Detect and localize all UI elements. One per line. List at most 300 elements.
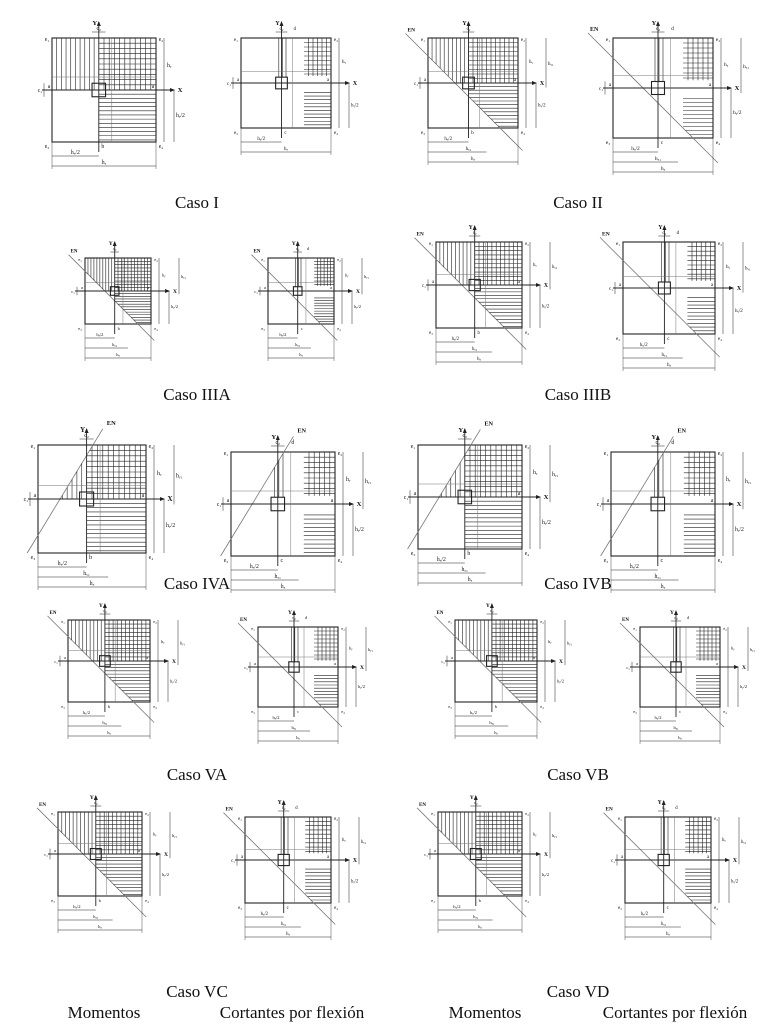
hx1-label: hₓ₁ [295, 342, 301, 347]
hy-half-label: hᵧ/2 [538, 103, 546, 109]
footing-panel [597, 427, 752, 593]
hx-label: hₓ [494, 730, 498, 735]
c1-label: c₁ [231, 859, 235, 864]
horizontal-hatch [492, 664, 537, 700]
point-label-a: a [513, 78, 517, 83]
c1-label: c₁ [424, 852, 428, 857]
point-label-b: c [660, 140, 664, 146]
y-axis-label: Y [469, 795, 474, 801]
vertical-hatch [275, 452, 283, 497]
hy-label: hᵧ [533, 263, 537, 269]
neutral-axis-label: EN [49, 610, 57, 616]
corner-label-e1: e₁ [251, 626, 255, 631]
footing-panel [404, 420, 559, 586]
point-label-a: a [334, 661, 336, 666]
y-axis-label: Y [458, 427, 464, 434]
corner-label-e3: e₃ [633, 709, 637, 714]
hy1-label: hᵧ₁ [176, 473, 183, 480]
grid-hatch [684, 452, 715, 496]
corner-label-e2: e₂ [718, 241, 722, 247]
hx-label: hₓ [660, 584, 666, 590]
y-axis-label: Y [271, 434, 277, 441]
hy-label: hᵧ [726, 263, 730, 270]
hx-half-label: hₓ/2 [257, 137, 266, 142]
corner-label-e1: e₁ [238, 817, 242, 822]
hx-label: hₓ [101, 160, 107, 166]
grid-hatch [304, 38, 331, 76]
x-axis-label: X [167, 495, 173, 503]
hy-half-label: hᵧ/2 [735, 527, 744, 534]
hx-half-label: hₓ/2 [469, 710, 477, 715]
caption-caso-ivb: Caso IVB [544, 574, 612, 593]
hx1-label: hₓ₁ [102, 720, 108, 725]
column-header-cortantes-left: Cortantes por flexión [219, 1003, 365, 1022]
corner-label-e2: e₂ [341, 626, 345, 631]
vertical-hatch [655, 452, 663, 497]
point-label-b: b [494, 704, 498, 709]
hy1-label: hᵧ₁ [567, 640, 573, 646]
c2-label: c₂ [84, 433, 89, 439]
point-label-b: b [107, 704, 111, 709]
point-label-a: a [240, 855, 244, 860]
hy-label: hᵧ [722, 838, 726, 844]
c2-label: c₂ [295, 246, 300, 251]
horizontal-hatch [696, 675, 720, 704]
corner-label-e1: e₁ [261, 257, 265, 262]
point-label-b: b [117, 326, 120, 331]
point-label-a: a [710, 282, 714, 288]
hy-label: hᵧ [167, 63, 172, 70]
hy1-label: hᵧ₁ [364, 273, 370, 279]
y-axis-label: Y [288, 610, 292, 616]
hx-half-label: hₓ/2 [436, 557, 446, 563]
y-arrow-icon [282, 800, 286, 805]
c1-label: c₁ [414, 82, 418, 87]
x-axis-label: X [543, 283, 549, 289]
hy-half-label: hᵧ/2 [740, 683, 747, 689]
footing-panel [620, 610, 755, 744]
corner-label-e2: e₂ [521, 38, 525, 43]
corner-label-e2: e₂ [525, 242, 529, 247]
hy-half-label: hᵧ/2 [171, 304, 178, 310]
c2-label: c₂ [490, 608, 494, 613]
neutral-axis-label: EN [416, 231, 424, 238]
corner-label-e3: e₃ [78, 326, 82, 331]
hx-label: hₓ [107, 730, 111, 735]
x-axis-label: X [736, 286, 742, 292]
horizontal-hatch [314, 675, 338, 704]
hx-half-label: hₓ/2 [279, 332, 287, 337]
d-label: d [295, 806, 298, 811]
corner-label-e2: e₂ [540, 619, 544, 624]
point-label-a: a [141, 493, 145, 499]
y-axis-label: Y [485, 603, 490, 609]
neutral-axis-label: EN [605, 806, 613, 813]
corner-label-e4: e₄ [154, 326, 158, 331]
c1-label: c₁ [403, 495, 409, 501]
corner-label-e4: e₄ [714, 906, 718, 911]
hx1-label: hₓ₁ [654, 156, 662, 162]
d-label: d [304, 615, 308, 620]
point-label-a: a [264, 285, 266, 290]
corner-label-e4: e₄ [715, 140, 721, 146]
hy-half-label: hᵧ/2 [351, 103, 359, 109]
hx-half-label: hₓ/2 [57, 561, 67, 567]
x-axis-label: X [734, 85, 740, 92]
corner-label-e3: e₃ [431, 898, 435, 903]
hx-label: hₓ [467, 577, 473, 583]
x-axis-label: X [736, 501, 742, 508]
hx-half-label: hₓ/2 [82, 710, 90, 715]
corner-label-e3: e₃ [61, 704, 65, 709]
c1-label: c₁ [611, 859, 615, 864]
hx-label: hₓ [666, 932, 670, 937]
caption-caso-vd: Caso VD [546, 982, 610, 1001]
corner-label-e2: e₂ [153, 619, 157, 624]
vertical-hatch [655, 38, 663, 82]
point-label-a: a [254, 661, 256, 666]
horizontal-hatch [683, 99, 713, 135]
c2-label: c₂ [103, 608, 107, 613]
point-label-a: a [533, 655, 535, 660]
neutral-axis-label: EN [419, 801, 427, 808]
hy1-label: hᵧ₁ [365, 479, 372, 486]
y-arrow-icon [473, 225, 477, 230]
horizontal-hatch [314, 298, 334, 322]
hx1-label: hₓ₁ [489, 720, 495, 725]
hx-label: hₓ [284, 147, 288, 152]
neutral-axis-label: EN [677, 427, 687, 435]
c2-label: c₂ [662, 230, 667, 236]
hy-half-label: hᵧ/2 [355, 527, 364, 534]
horizontal-hatch [115, 294, 151, 323]
hy1-label: hᵧ₁ [552, 472, 559, 479]
corner-label-e2: e₂ [714, 817, 718, 822]
point-label-a: a [146, 655, 148, 660]
corner-label-e3: e₃ [421, 131, 425, 136]
point-label-b: b [467, 551, 471, 557]
y-axis-label: Y [80, 426, 86, 434]
hy-label: hᵧ [349, 645, 353, 651]
c1-label: c₁ [598, 86, 604, 92]
c2-label: c₂ [674, 615, 678, 620]
hy1-label: hᵧ₁ [741, 839, 747, 845]
d-label: d [291, 440, 295, 446]
neutral-axis-label: EN [70, 249, 78, 255]
hx-label: hₓ [678, 735, 682, 740]
corner-label-e1: e₁ [616, 241, 620, 247]
c2-label: c₂ [281, 806, 286, 811]
corner-label-e1: e₁ [448, 619, 452, 624]
hy-label: hᵧ [346, 477, 351, 484]
hx-half-label: hₓ/2 [631, 146, 640, 152]
corner-label-e1: e₁ [605, 37, 611, 43]
y-axis-label: Y [658, 225, 663, 231]
hx1-label: hₓ₁ [465, 147, 472, 152]
y-axis-label: Y [657, 800, 662, 806]
horizontal-hatch [687, 298, 715, 331]
y-axis-label: Y [89, 795, 94, 801]
c2-label: c₂ [462, 433, 468, 439]
hy-half-label: hᵧ/2 [733, 110, 742, 116]
x-axis-label: X [173, 289, 177, 295]
hx-half-label: hₓ/2 [260, 912, 269, 917]
c2-label: c₂ [279, 27, 284, 32]
hx-half-label: hₓ/2 [73, 904, 81, 909]
point-label-b: c [284, 131, 287, 136]
point-label-a: a [620, 855, 624, 860]
c2-label: c₂ [655, 440, 661, 446]
corner-label-e3: e₃ [51, 898, 55, 903]
point-label-a: a [517, 491, 521, 497]
hy-label: hᵧ [731, 645, 735, 651]
hx1-label: hₓ₁ [93, 914, 99, 919]
point-label-a: a [330, 498, 334, 504]
x-axis-label: X [163, 852, 169, 858]
point-label-a: a [47, 84, 51, 90]
c1-label: c₁ [254, 289, 258, 294]
corner-label-e3: e₃ [234, 131, 238, 136]
hx-half-label: hₓ/2 [249, 564, 259, 570]
hy-label: hᵧ [548, 638, 552, 644]
corner-label-e1: e₁ [44, 37, 50, 43]
hy1-label: hᵧ₁ [181, 273, 187, 279]
corner-label-e1: e₁ [421, 38, 425, 43]
d-label: d [306, 246, 310, 251]
point-label-b: b [471, 131, 474, 136]
point-label-a: a [636, 661, 638, 666]
hx-half-label: hₓ/2 [70, 150, 80, 156]
point-label-a: a [53, 848, 57, 853]
hy-half-label: hᵧ/2 [557, 678, 564, 684]
c1-label: c₁ [244, 665, 248, 670]
vertical-hatch [423, 445, 460, 497]
point-label-a: a [326, 855, 330, 860]
corner-label-e2: e₂ [158, 37, 164, 43]
hx1-label: hₓ₁ [281, 922, 287, 927]
corner-label-e4: e₄ [525, 331, 529, 336]
point-label-b: c [300, 326, 303, 331]
point-label-a: a [706, 855, 710, 860]
grid-hatch [87, 445, 146, 499]
corner-label-e3: e₃ [410, 551, 416, 557]
corner-label-e2: e₂ [717, 451, 723, 457]
x-axis-label: X [352, 81, 358, 87]
point-label-b: c [666, 906, 669, 911]
grid-hatch [476, 812, 522, 854]
corner-label-e2: e₂ [334, 817, 338, 822]
corner-label-e3: e₃ [251, 709, 255, 714]
c2-label: c₂ [466, 27, 471, 32]
hx-half-label: hₓ/2 [96, 332, 104, 337]
hx-half-label: hₓ/2 [451, 337, 460, 342]
footing-panel [24, 420, 183, 590]
corner-label-e3: e₃ [616, 336, 620, 342]
corner-label-e3: e₃ [44, 144, 50, 150]
neutral-axis-label: EN [225, 806, 233, 813]
point-label-a: a [451, 655, 453, 660]
footing-panel [69, 241, 187, 361]
vertical-hatch [281, 817, 288, 854]
corner-label-e1: e₁ [78, 257, 82, 262]
x-axis-label: X [539, 81, 545, 87]
point-label-a: a [330, 285, 332, 290]
corner-label-e1: e₁ [603, 451, 609, 457]
point-label-a: a [517, 280, 521, 285]
hx-label: hₓ [299, 352, 303, 357]
hx1-label: hₓ₁ [661, 922, 667, 927]
y-axis-label: Y [670, 610, 674, 616]
hx-half-label: hₓ/2 [639, 342, 648, 348]
corner-label-e4: e₄ [337, 326, 341, 331]
hx1-label: hₓ₁ [473, 914, 479, 919]
neutral-axis-label: EN [622, 618, 629, 623]
vertical-hatch [292, 627, 298, 662]
hy-half-label: hᵧ/2 [731, 879, 739, 885]
hy-label: hᵧ [162, 272, 166, 278]
horizontal-hatch [96, 857, 142, 894]
point-label-a: a [81, 285, 83, 290]
hy-half-label: hᵧ/2 [162, 871, 170, 877]
x-axis-label: X [356, 501, 362, 508]
caption-caso-iiib: Caso IIIB [544, 385, 612, 404]
corner-label-e1: e₁ [223, 451, 229, 457]
neutral-axis-label: EN [602, 231, 610, 238]
hy-label: hᵧ [342, 60, 346, 66]
y-axis-label: Y [275, 21, 280, 27]
grid-hatch [305, 817, 331, 853]
neutral-axis-label: EN [106, 419, 116, 427]
point-label-a: a [137, 848, 141, 853]
c2-label: c₂ [655, 26, 661, 32]
hx1-label: hₓ₁ [112, 342, 118, 347]
corner-label-e3: e₃ [223, 558, 229, 564]
neutral-axis-label: EN [297, 427, 307, 435]
vertical-hatch [459, 620, 489, 661]
c1-label: c₁ [44, 852, 48, 857]
y-arrow-icon [662, 800, 666, 805]
x-axis-label: X [172, 659, 176, 665]
hy1-label: hᵧ₁ [180, 640, 186, 646]
corner-label-e2: e₂ [337, 257, 341, 262]
c2-label: c₂ [96, 26, 102, 32]
x-axis-label: X [543, 852, 549, 858]
corner-label-e3: e₃ [448, 704, 452, 709]
hy-half-label: hᵧ/2 [542, 304, 550, 310]
corner-label-e4: e₄ [341, 709, 345, 714]
footing-panel [435, 603, 573, 739]
x-axis-label: X [543, 494, 549, 501]
hy-half-label: hᵧ/2 [358, 683, 365, 689]
corner-label-e3: e₃ [238, 906, 242, 911]
corner-label-e2: e₂ [334, 38, 338, 43]
hx-label: hₓ [471, 157, 475, 162]
c2-label: c₂ [93, 800, 98, 805]
hx-half-label: hₓ/2 [272, 715, 280, 720]
caption-caso-ii: Caso II [553, 193, 603, 212]
hy-label: hᵧ [533, 470, 538, 477]
hy1-label: hᵧ₁ [552, 833, 558, 839]
hy-label: hᵧ [342, 838, 346, 844]
grid-hatch [475, 242, 522, 285]
hx-half-label: hₓ/2 [453, 904, 461, 909]
vertical-hatch [72, 620, 102, 661]
footing-panel [588, 20, 749, 175]
neutral-axis-label: EN [253, 249, 261, 255]
caption-caso-iiia: Caso IIIA [163, 385, 231, 404]
c2-label: c₂ [275, 440, 281, 446]
hy-label: hᵧ [726, 477, 731, 484]
vertical-hatch [432, 38, 464, 83]
hy-half-label: hᵧ/2 [735, 307, 743, 314]
horizontal-hatch [305, 869, 331, 900]
point-label-b: b [477, 331, 480, 336]
hx-label: hₓ [477, 357, 481, 362]
hx-label: hₓ [116, 352, 120, 357]
point-label-a: a [431, 280, 435, 285]
hy-label: hᵧ [533, 831, 537, 837]
d-label: d [293, 27, 296, 32]
hy1-label: hᵧ₁ [172, 833, 178, 839]
corner-label-e2: e₂ [723, 626, 727, 631]
vertical-hatch [661, 817, 668, 854]
grid-hatch [492, 620, 537, 661]
corner-label-e2: e₂ [337, 451, 343, 457]
c2-label: c₂ [473, 800, 478, 805]
point-label-b: b [101, 144, 105, 150]
y-axis-label: Y [291, 241, 296, 247]
corner-label-e4: e₄ [521, 131, 525, 136]
grid-hatch [105, 620, 150, 661]
horizontal-hatch [87, 503, 146, 551]
d-label: d [671, 440, 675, 446]
horizontal-hatch [476, 857, 522, 894]
grid-hatch [304, 452, 335, 496]
hx-half-label: hₓ/2 [654, 715, 662, 720]
horizontal-hatch [99, 94, 156, 140]
vertical-hatch [88, 258, 112, 291]
horizontal-hatch [469, 87, 519, 127]
horizontal-hatch [685, 869, 711, 900]
x-axis-label: X [742, 665, 746, 671]
corner-label-e2: e₂ [715, 37, 721, 43]
footing-panel [417, 795, 558, 933]
caption-caso-iva: Caso IVA [163, 574, 231, 593]
point-label-b: c [297, 709, 299, 714]
c2-label: c₂ [112, 246, 117, 251]
hy-half-label: hᵧ/2 [354, 304, 361, 310]
x-axis-label: X [360, 665, 364, 671]
y-axis-label: Y [92, 20, 98, 27]
footing-panel [600, 225, 751, 371]
corner-label-e3: e₃ [429, 331, 433, 336]
hx-half-label: hₓ/2 [444, 137, 453, 142]
horizontal-hatch [304, 515, 335, 552]
corner-label-e4: e₄ [540, 704, 544, 709]
hx1-label: hₓ₁ [274, 574, 282, 580]
hy-half-label: hᵧ/2 [351, 879, 359, 885]
corner-label-e3: e₃ [618, 906, 622, 911]
horizontal-hatch [304, 92, 331, 124]
hx-label: hₓ [667, 362, 671, 368]
corner-label-e1: e₁ [618, 817, 622, 822]
hy-label: hᵧ [345, 272, 349, 278]
caption-caso-i: Caso I [175, 193, 219, 212]
point-label-a: a [236, 78, 240, 83]
hx-half-label: hₓ/2 [640, 912, 649, 917]
corner-label-e1: e₁ [410, 444, 416, 450]
corner-label-e4: e₄ [334, 131, 338, 136]
